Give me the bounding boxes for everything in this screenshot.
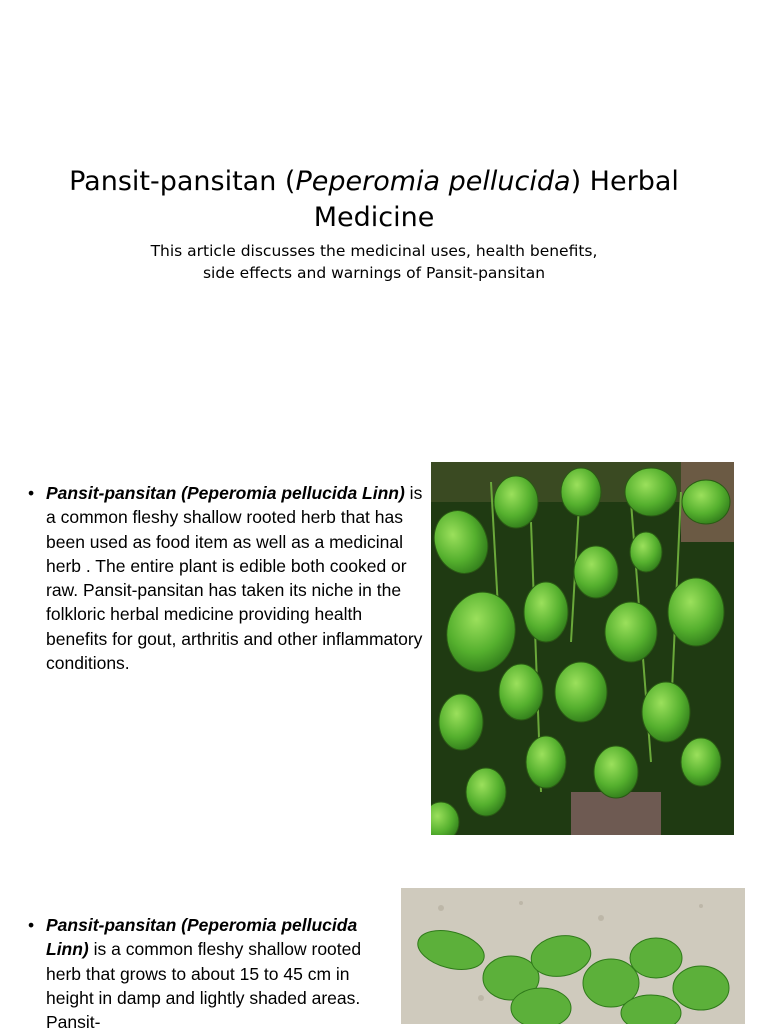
section-2-text [28, 913, 396, 1034]
section-2-bold-name: Pansit-pansitan (Peperomia pellucida Linn) [46, 915, 358, 960]
pansit-pansitan-plant-photo [431, 462, 734, 835]
ground-photo-drawing [401, 888, 745, 1024]
page-title [40, 164, 708, 236]
page-subtitle [40, 240, 708, 284]
bullet-icon: • [28, 915, 35, 935]
plant-photo-drawing [431, 462, 734, 835]
section-1-bold-name: Pansit-pansitan (Peperomia pellucida Linn) [46, 483, 405, 503]
subtitle-line-2: side effects and warnings of Pansit-pansitan [202, 264, 546, 282]
title-block [40, 164, 708, 284]
title-part2: ) Herbal Medicine [313, 166, 679, 233]
section-1-text [28, 481, 426, 675]
pansit-pansitan-ground-photo [401, 888, 745, 1024]
bullet-icon: • [28, 483, 35, 503]
title-scientific-name: Peperomia pellucida [295, 166, 571, 197]
section-1-body: is a common fleshy shallow rooted herb that has been used as food item as well as a medicinal herb . The entire plant is edible both cooked or raw. Pansit-pansitan has taken its niche in the folkloric herbal medicine providing health benefits for gout, arthritis and other inflammatory conditions. [46, 483, 423, 674]
subtitle-line-1: This article discusses the medicinal uses, health benefits, [150, 242, 598, 260]
title-part1: Pansit-pansitan ( [69, 166, 296, 197]
section-2-body: is a common fleshy shallow rooted herb that grows to about 15 to 45 cm in height in damp and lightly shaded areas. Pansit- [46, 939, 362, 1033]
